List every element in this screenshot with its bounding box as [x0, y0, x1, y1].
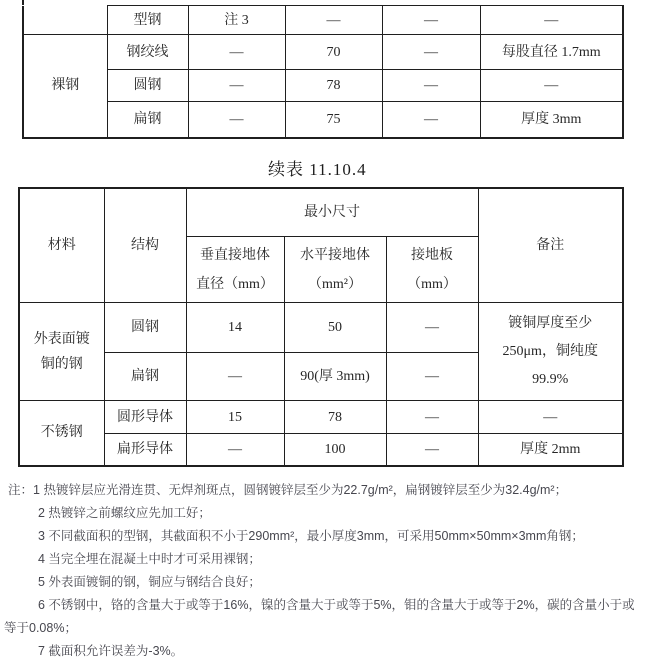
cell-horizontal: — — [285, 6, 382, 35]
cell-horizontal: 70 — [285, 35, 382, 70]
cell-vertical: 15 — [186, 401, 284, 434]
cell-horizontal: 78 — [285, 70, 382, 102]
cell-vertical: 注 3 — [188, 6, 285, 35]
table-row — [19, 434, 623, 466]
cell-material: 不锈钢 — [19, 401, 104, 466]
cell-plate: — — [382, 70, 480, 102]
cell-remark: 每股直径 1.7mm — [480, 35, 623, 70]
cell-structure: 圆钢 — [107, 70, 188, 102]
cell-plate: — — [386, 303, 478, 353]
header-ground-plate — [386, 237, 478, 303]
cell-structure: 扁钢 — [104, 353, 186, 401]
document-page — [0, 5, 645, 663]
cell-material: 裸钢 — [23, 35, 107, 138]
cell-vertical: — — [188, 102, 285, 138]
notes-section — [4, 479, 641, 663]
cell-structure: 圆钢 — [104, 303, 186, 353]
header-vertical-electrode — [186, 237, 284, 303]
table-row — [23, 102, 623, 138]
header-vertical-line1: 垂直接地体 — [200, 247, 270, 263]
cell-material-continuation — [23, 6, 107, 35]
cell-remark: — — [480, 70, 623, 102]
header-plate-line2: （mm） — [407, 276, 457, 292]
cell-remark: — — [478, 401, 623, 434]
continued-table-wrap — [22, 5, 645, 139]
cell-plate: — — [382, 6, 480, 35]
note-item-2: 2 热镀锌之前螺纹应先加工好； — [38, 505, 211, 520]
note-text: 1 热镀锌层应光滑连贯、无焊剂斑点，圆钢镀锌层至少为22.7g/m²，扁钢镀锌层至少为32.4g/m²； — [33, 482, 568, 497]
header-row — [19, 188, 623, 237]
note-item-1 — [4, 479, 641, 502]
table-row — [19, 401, 623, 434]
note-item-4: 4 当完全埋在混凝土中时才可采用裸钢； — [38, 551, 261, 566]
cell-vertical: — — [186, 434, 284, 466]
cell-vertical: 14 — [186, 303, 284, 353]
note-item-7: 7 截面积允许误差为-3%。 — [38, 643, 184, 658]
main-table — [18, 187, 624, 467]
cell-plate: — — [386, 401, 478, 434]
header-horizontal-line2: （mm²） — [308, 276, 362, 292]
cell-horizontal: 50 — [284, 303, 386, 353]
cell-structure: 圆形导体 — [104, 401, 186, 434]
header-horizontal-line1: 水平接地体 — [300, 247, 370, 263]
cell-horizontal: 75 — [285, 102, 382, 138]
note-item-6: 6 不锈钢中，铬的含量大于或等于16%，镍的含量大于或等于5%，钼的含量大于或等于2%，碳的含量小于或等于0.08%； — [4, 597, 635, 635]
cell-remark: — — [480, 6, 623, 35]
header-vertical-line2: 直径（mm） — [196, 276, 274, 292]
cell-horizontal: 90(厚 3mm) — [284, 353, 386, 401]
top-table — [22, 5, 624, 139]
cell-remark: 厚度 3mm — [480, 102, 623, 138]
header-plate-line1: 接地板 — [411, 247, 453, 263]
remark-text: 镀铜厚度至少250μm，铜纯度 99.9% — [502, 315, 598, 387]
cell-material: 外表面镀铜的钢 — [19, 303, 104, 401]
cell-structure: 型钢 — [107, 6, 188, 35]
cell-remark — [478, 303, 623, 401]
cell-horizontal: 100 — [284, 434, 386, 466]
cell-structure: 钢绞线 — [107, 35, 188, 70]
cell-plate: — — [386, 434, 478, 466]
cell-structure: 扁钢 — [107, 102, 188, 138]
cell-vertical: — — [186, 353, 284, 401]
header-horizontal-electrode — [284, 237, 386, 303]
cell-structure: 扁形导体 — [104, 434, 186, 466]
table-row — [23, 70, 623, 102]
cell-vertical: — — [188, 35, 285, 70]
cell-vertical: — — [188, 70, 285, 102]
notes-label: 注： — [8, 482, 34, 497]
table-row — [23, 6, 623, 35]
note-item-3: 3 不同截面积的型钢，其截面积不小于290mm²，最小厚度3mm，可采用50mm×50mm×3mm角钢； — [38, 528, 584, 543]
header-min-size: 最小尺寸 — [186, 188, 478, 237]
header-material: 材料 — [19, 188, 104, 303]
header-structure: 结构 — [104, 188, 186, 303]
cell-plate: — — [382, 35, 480, 70]
cell-remark: 厚度 2mm — [478, 434, 623, 466]
table-row — [23, 35, 623, 70]
cell-plate: — — [382, 102, 480, 138]
table-row — [19, 303, 623, 353]
continuation-border-stub — [22, 0, 24, 5]
cell-plate: — — [386, 353, 478, 401]
cell-horizontal: 78 — [284, 401, 386, 434]
header-remark: 备注 — [478, 188, 623, 303]
note-item-5: 5 外表面镀铜的钢，铜应与钢结合良好； — [38, 574, 261, 589]
table-title: 续表 11.10.4 — [268, 159, 367, 179]
